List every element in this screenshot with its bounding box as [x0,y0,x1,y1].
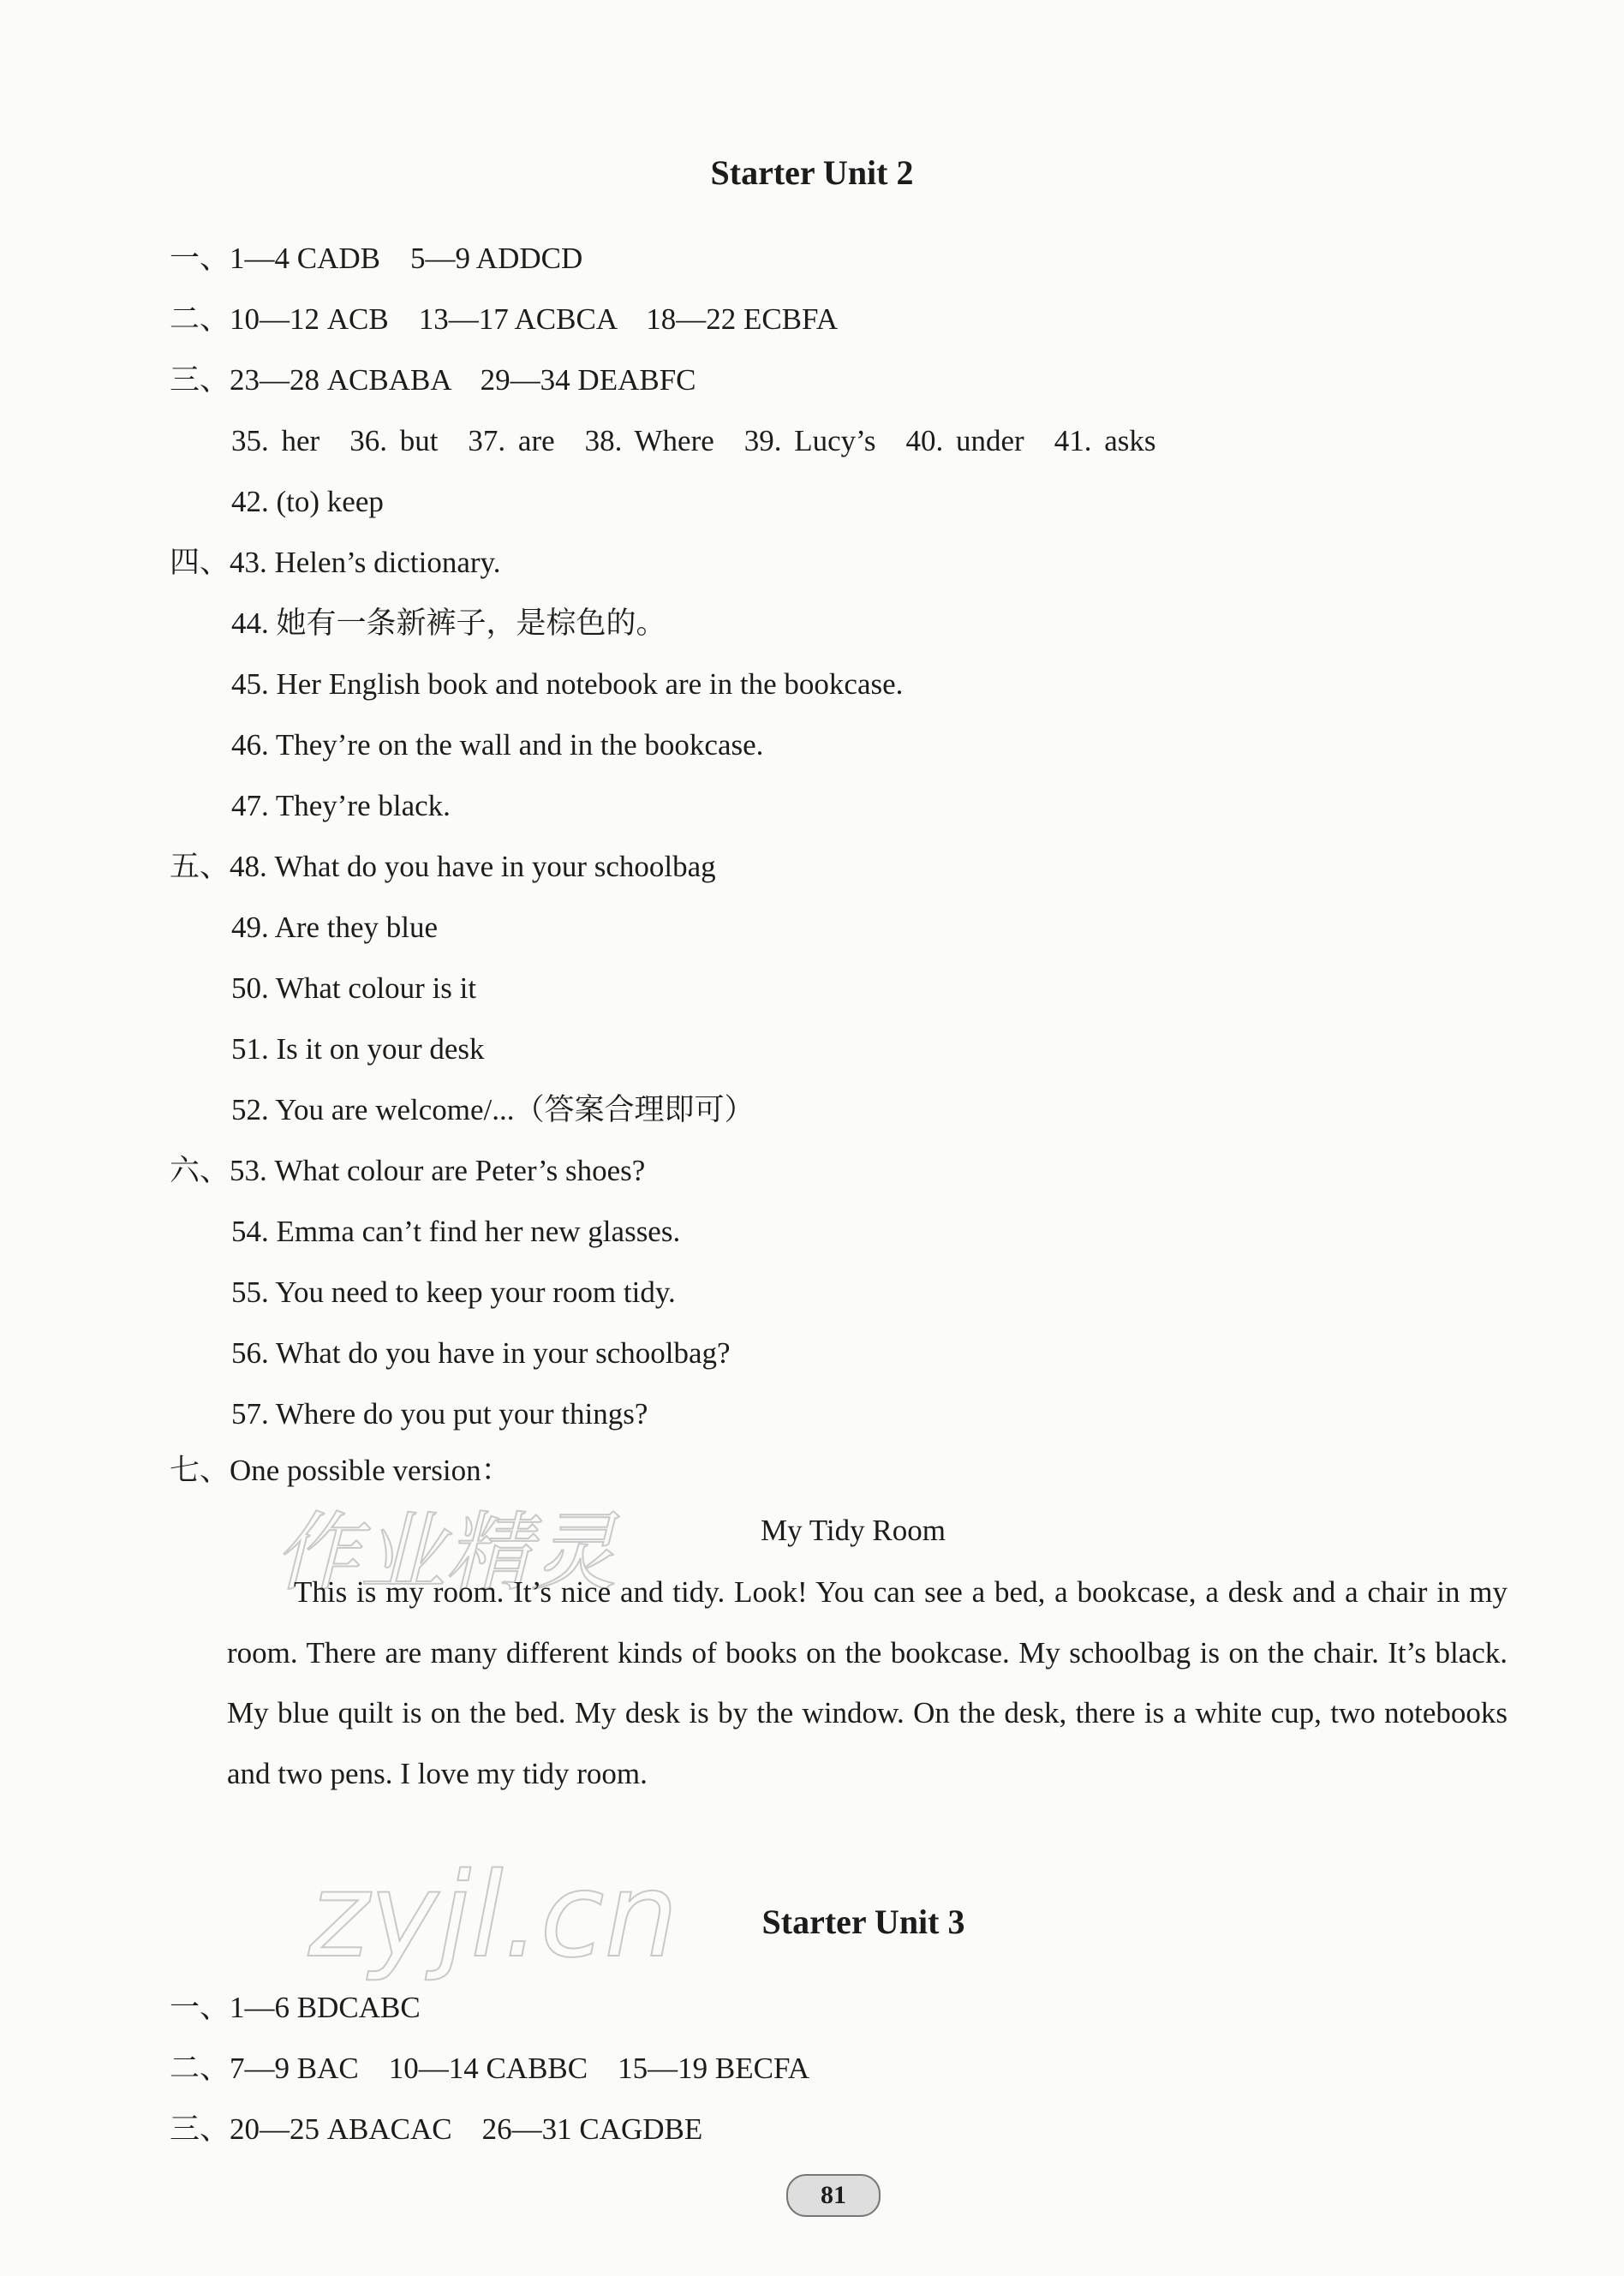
essay-title: My Tidy Room [761,1514,946,1547]
page-number: 81 [786,2174,881,2217]
answer-line: 三、23—28 ACBABA 29—34 DEABFC [170,363,696,397]
answer-line: 49. Are they blue [231,911,439,944]
answer-line: 四、43. Helen’s dictionary. [170,546,501,579]
answer-line: 一、1—6 BDCABC [170,1991,421,2024]
answer-line: 42. (to) keep [231,485,384,518]
answer-line: 35. her 36. but 37. are 38. Where 39. Lucy’s 40. under 41. asks [231,424,1156,457]
answer-line: 46. They’re on the wall and in the bookcase. [231,728,764,762]
answer-line: 54. Emma can’t find her new glasses. [231,1215,681,1248]
answer-line: 57. Where do you put your things? [231,1397,648,1431]
watermark-text: 作业精灵 [274,1502,617,1603]
answer-line: 一、1—4 CADB 5—9 ADDCD [170,242,583,275]
answer-line: 五、48. What do you have in your schoolbag [170,850,716,883]
answer-line: 44. 她有一条新裤子，是棕色的。 [231,606,666,640]
answer-line: 52. You are welcome/...（答案合理即可） [231,1093,755,1126]
answer-line: 六、53. What colour are Peter’s shoes? [170,1154,646,1187]
answer-line: 二、7—9 BAC 10—14 CABBC 15—19 BECFA [170,2052,810,2085]
answer-line: 56. What do you have in your schoolbag? [231,1336,731,1370]
essay-body: This is my room. It’s nice and tidy. Look! You can see a bed, a bookcase, a desk and a chair in my room. There are many different kinds of books on the bookcase. My schoolbag is on the chair. It’s black. My blue quilt is on the bed. My desk is by the window. On the desk, there is a white cup, two notebooks and two pens. I love my tidy room. [227,1575,1508,1790]
answer-line: 55. You need to keep your room tidy. [231,1275,676,1309]
watermark-text: zyjl.cn [308,1849,678,1984]
answer-line: 47. They’re black. [231,789,451,822]
answer-line: 50. What colour is it [231,971,477,1005]
unit3-title: Starter Unit 3 [761,1903,965,1941]
answer-line: 七、One possible version： [170,1454,511,1487]
answer-line: 三、20—25 ABACAC 26—31 CAGDBE [170,2112,703,2146]
unit2-title: Starter Unit 2 [710,153,914,192]
answer-line: 二、10—12 ACB 13—17 ACBCA 18—22 ECBFA [170,302,839,336]
answer-line: 45. Her English book and notebook are in the bookcase. [231,667,904,701]
answer-line: 51. Is it on your desk [231,1032,485,1066]
